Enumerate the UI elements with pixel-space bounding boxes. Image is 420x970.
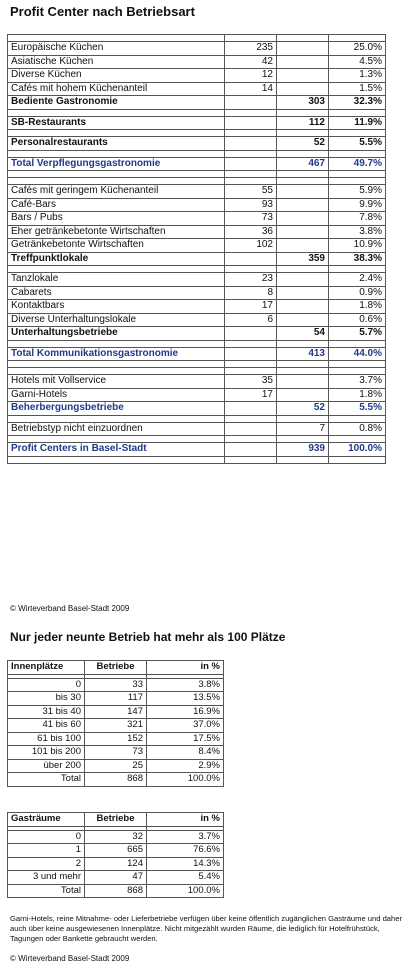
row-count: [225, 361, 277, 368]
row-percent: 7.8%: [329, 212, 386, 226]
row-percent: 10.9%: [329, 239, 386, 253]
row-count: [225, 456, 277, 463]
row-percent: 4.5%: [329, 55, 386, 69]
row-subtotal: 359: [277, 252, 329, 266]
row-percent: [329, 456, 386, 463]
row-count: 12: [225, 69, 277, 83]
row-count: 102: [225, 239, 277, 253]
row-count: 6: [225, 313, 277, 327]
section-title: Nur jeder neunte Betrieb hat mehr als 100 Plätze: [10, 630, 286, 644]
table-row: [8, 443, 386, 457]
gastraeume-table: [7, 812, 224, 898]
spacer-row: [8, 368, 386, 375]
row-label: Beherbergungsbetriebe: [8, 402, 225, 416]
row-count: [225, 436, 277, 443]
row-percent: 0.8%: [329, 422, 386, 436]
table-cell: 0: [8, 830, 85, 844]
row-label: [8, 361, 225, 368]
row-subtotal: [277, 150, 329, 157]
table-cell: bis 30: [8, 692, 85, 706]
row-subtotal: [277, 361, 329, 368]
header-row: [8, 661, 224, 675]
spacer-row: [8, 35, 386, 42]
row-label: Profit Centers in Basel-Stadt: [8, 443, 225, 457]
table-cell: 31 bis 40: [8, 705, 85, 719]
table-cell: 3 und mehr: [8, 871, 85, 885]
row-label: Cafés mit geringem Küchenanteil: [8, 185, 225, 199]
row-percent: 3.8%: [329, 225, 386, 239]
table-cell: 124: [85, 857, 147, 871]
spacer-row: [8, 361, 386, 368]
table-cell: 1: [8, 844, 85, 858]
row-percent: 44.0%: [329, 347, 386, 361]
row-count: [225, 266, 277, 273]
table-row: [8, 732, 224, 746]
table-cell: 5.4%: [147, 871, 224, 885]
table-row: [8, 830, 224, 844]
row-percent: 32.3%: [329, 96, 386, 110]
table-row: [8, 82, 386, 96]
row-percent: [329, 266, 386, 273]
row-subtotal: [277, 212, 329, 226]
row-count: [225, 327, 277, 341]
table-cell: 16.9%: [147, 705, 224, 719]
innenplaetze-table: [7, 660, 224, 787]
table-row: [8, 212, 386, 226]
table-row: [8, 327, 386, 341]
row-subtotal: 413: [277, 347, 329, 361]
row-count: [225, 171, 277, 178]
table-row: [8, 116, 386, 130]
row-subtotal: [277, 436, 329, 443]
row-count: [225, 35, 277, 42]
row-percent: 3.7%: [329, 375, 386, 389]
table-row: [8, 692, 224, 706]
table-cell: 100.0%: [147, 773, 224, 787]
row-count: [225, 96, 277, 110]
spacer-row: [8, 130, 386, 137]
row-subtotal: 54: [277, 327, 329, 341]
spacer-row: [8, 456, 386, 463]
row-subtotal: 112: [277, 116, 329, 130]
row-percent: 25.0%: [329, 42, 386, 56]
row-label: Cafés mit hohem Küchenanteil: [8, 82, 225, 96]
row-subtotal: [277, 225, 329, 239]
row-label: Café-Bars: [8, 198, 225, 212]
spacer-row: [8, 340, 386, 347]
table-cell: 47: [85, 871, 147, 885]
table-row: [8, 375, 386, 389]
row-label: [8, 109, 225, 116]
table-row: [8, 239, 386, 253]
row-label: [8, 178, 225, 185]
row-percent: [329, 368, 386, 375]
column-header: in %: [147, 661, 224, 675]
row-label: Hotels mit Vollservice: [8, 375, 225, 389]
row-label: Unterhaltungsbetriebe: [8, 327, 225, 341]
table-cell: 3.7%: [147, 830, 224, 844]
column-header: in %: [147, 813, 224, 827]
table-cell: 100.0%: [147, 884, 224, 898]
row-label: Eher getränkebetonte Wirtschaften: [8, 225, 225, 239]
table-cell: Total: [8, 773, 85, 787]
spacer-row: [8, 150, 386, 157]
row-subtotal: [277, 266, 329, 273]
table-cell: 61 bis 100: [8, 732, 85, 746]
row-subtotal: [277, 69, 329, 83]
row-subtotal: 52: [277, 137, 329, 151]
row-label: Tanzlokale: [8, 273, 225, 287]
copyright-1: © Wirteverband Basel-Stadt 2009: [10, 604, 130, 613]
table-cell: Total: [8, 884, 85, 898]
table-row: [8, 773, 224, 787]
table-cell: 321: [85, 719, 147, 733]
row-count: [225, 422, 277, 436]
row-count: 17: [225, 388, 277, 402]
table-row: [8, 388, 386, 402]
row-subtotal: [277, 273, 329, 287]
row-subtotal: [277, 35, 329, 42]
table-cell: 868: [85, 884, 147, 898]
table-cell: über 200: [8, 759, 85, 773]
row-percent: 0.6%: [329, 313, 386, 327]
row-percent: [329, 415, 386, 422]
table-row: [8, 185, 386, 199]
row-label: Garni-Hotels: [8, 388, 225, 402]
table-row: [8, 844, 224, 858]
row-subtotal: [277, 178, 329, 185]
column-header: Innenplätze: [8, 661, 85, 675]
table-cell: 117: [85, 692, 147, 706]
table-row: [8, 137, 386, 151]
table-cell: 101 bis 200: [8, 746, 85, 760]
row-label: Betriebstyp nicht einzuordnen: [8, 422, 225, 436]
table-row: [8, 871, 224, 885]
table-cell: 76.6%: [147, 844, 224, 858]
row-label: SB-Restaurants: [8, 116, 225, 130]
row-label: Total Verpflegungsgastronomie: [8, 157, 225, 171]
row-percent: [329, 130, 386, 137]
row-percent: 5.9%: [329, 185, 386, 199]
row-subtotal: [277, 185, 329, 199]
row-percent: [329, 178, 386, 185]
row-subtotal: 303: [277, 96, 329, 110]
row-label: [8, 266, 225, 273]
row-percent: 5.7%: [329, 327, 386, 341]
table-cell: 32: [85, 830, 147, 844]
row-percent: [329, 150, 386, 157]
row-subtotal: [277, 130, 329, 137]
row-count: 36: [225, 225, 277, 239]
row-label: [8, 35, 225, 42]
row-count: [225, 368, 277, 375]
row-subtotal: [277, 415, 329, 422]
page-title: Profit Center nach Betriebsart: [10, 4, 195, 19]
row-count: [225, 252, 277, 266]
row-count: [225, 347, 277, 361]
row-count: [225, 402, 277, 416]
row-count: 235: [225, 42, 277, 56]
row-subtotal: [277, 42, 329, 56]
row-percent: 1.8%: [329, 388, 386, 402]
row-percent: [329, 171, 386, 178]
table-row: [8, 402, 386, 416]
table-cell: 41 bis 60: [8, 719, 85, 733]
table-row: [8, 422, 386, 436]
row-label: [8, 130, 225, 137]
spacer-row: [8, 109, 386, 116]
row-percent: 9.9%: [329, 198, 386, 212]
row-percent: 100.0%: [329, 443, 386, 457]
table-cell: 147: [85, 705, 147, 719]
row-subtotal: [277, 368, 329, 375]
row-count: 55: [225, 185, 277, 199]
row-label: [8, 150, 225, 157]
table-row: [8, 69, 386, 83]
row-count: [225, 157, 277, 171]
row-subtotal: [277, 198, 329, 212]
table-cell: 17.5%: [147, 732, 224, 746]
row-percent: 1.5%: [329, 82, 386, 96]
row-label: [8, 340, 225, 347]
row-count: [225, 178, 277, 185]
row-subtotal: [277, 109, 329, 116]
row-subtotal: 467: [277, 157, 329, 171]
row-percent: 49.7%: [329, 157, 386, 171]
table-cell: 8.4%: [147, 746, 224, 760]
table-row: [8, 55, 386, 69]
row-subtotal: [277, 82, 329, 96]
table-cell: 2.9%: [147, 759, 224, 773]
row-count: 35: [225, 375, 277, 389]
table-row: [8, 198, 386, 212]
row-percent: 1.3%: [329, 69, 386, 83]
table-row: [8, 252, 386, 266]
profit-center-table: [7, 34, 386, 464]
row-label: Personalrestaurants: [8, 137, 225, 151]
row-count: [225, 109, 277, 116]
table-row: [8, 719, 224, 733]
copyright-2: © Wirteverband Basel-Stadt 2009: [10, 954, 130, 963]
row-subtotal: [277, 171, 329, 178]
row-count: [225, 340, 277, 347]
row-count: 73: [225, 212, 277, 226]
row-subtotal: [277, 239, 329, 253]
table-cell: 152: [85, 732, 147, 746]
row-label: Europäische Küchen: [8, 42, 225, 56]
row-label: [8, 368, 225, 375]
table-cell: 0: [8, 678, 85, 692]
header-row: [8, 813, 224, 827]
column-header: Betriebe: [85, 661, 147, 675]
row-percent: 38.3%: [329, 252, 386, 266]
table-row: [8, 225, 386, 239]
row-subtotal: [277, 55, 329, 69]
table-row: [8, 273, 386, 287]
table-cell: 868: [85, 773, 147, 787]
spacer-row: [8, 266, 386, 273]
table-cell: 73: [85, 746, 147, 760]
row-label: [8, 456, 225, 463]
row-subtotal: [277, 313, 329, 327]
row-subtotal: 52: [277, 402, 329, 416]
row-percent: 5.5%: [329, 137, 386, 151]
row-subtotal: [277, 300, 329, 314]
row-label: Treffpunktlokale: [8, 252, 225, 266]
table-row: [8, 705, 224, 719]
row-percent: [329, 109, 386, 116]
row-subtotal: [277, 340, 329, 347]
table-cell: 665: [85, 844, 147, 858]
column-header: Gasträume: [8, 813, 85, 827]
spacer-row: [8, 171, 386, 178]
row-count: [225, 130, 277, 137]
row-label: Kontaktbars: [8, 300, 225, 314]
footnote: Garni-Hotels, reine Mitnahme- oder Lieferbetriebe verfügen über keine öffentlich zugänglichen Gasträume und daher auch über keine ausgewiesenen Innenplätze. Nicht mitgezählt wurden Räume, die lediglich für Hotelfrühstück, Tagungen oder Bankette gebraucht werden.: [10, 914, 403, 943]
row-label: Asiatische Küchen: [8, 55, 225, 69]
row-percent: 1.8%: [329, 300, 386, 314]
row-percent: 11.9%: [329, 116, 386, 130]
row-count: 93: [225, 198, 277, 212]
table-cell: 3.8%: [147, 678, 224, 692]
spacer-row: [8, 415, 386, 422]
table-row: [8, 759, 224, 773]
spacer-row: [8, 436, 386, 443]
row-count: [225, 137, 277, 151]
row-label: Diverse Küchen: [8, 69, 225, 83]
row-subtotal: [277, 388, 329, 402]
row-label: [8, 171, 225, 178]
row-percent: [329, 361, 386, 368]
table-row: [8, 300, 386, 314]
row-count: [225, 150, 277, 157]
table-row: [8, 96, 386, 110]
row-count: 17: [225, 300, 277, 314]
row-label: Bediente Gastronomie: [8, 96, 225, 110]
row-subtotal: [277, 375, 329, 389]
table-cell: 14.3%: [147, 857, 224, 871]
table-row: [8, 884, 224, 898]
row-count: 23: [225, 273, 277, 287]
table-row: [8, 746, 224, 760]
row-count: 42: [225, 55, 277, 69]
table-row: [8, 347, 386, 361]
row-count: [225, 116, 277, 130]
row-label: Total Kommunikationsgastronomie: [8, 347, 225, 361]
table-row: [8, 313, 386, 327]
row-subtotal: 7: [277, 422, 329, 436]
row-percent: 2.4%: [329, 273, 386, 287]
row-subtotal: [277, 456, 329, 463]
table-row: [8, 286, 386, 300]
spacer-row: [8, 178, 386, 185]
row-label: [8, 415, 225, 422]
row-subtotal: [277, 286, 329, 300]
row-count: 8: [225, 286, 277, 300]
table-cell: 37.0%: [147, 719, 224, 733]
table-row: [8, 42, 386, 56]
table-cell: 13.5%: [147, 692, 224, 706]
column-header: Betriebe: [85, 813, 147, 827]
table-row: [8, 678, 224, 692]
row-percent: 0.9%: [329, 286, 386, 300]
row-label: [8, 436, 225, 443]
row-label: Bars / Pubs: [8, 212, 225, 226]
table-row: [8, 857, 224, 871]
row-count: [225, 415, 277, 422]
row-label: Cabarets: [8, 286, 225, 300]
row-label: Diverse Unterhaltungslokale: [8, 313, 225, 327]
table-cell: 33: [85, 678, 147, 692]
table-row: [8, 157, 386, 171]
row-percent: [329, 436, 386, 443]
row-subtotal: 939: [277, 443, 329, 457]
row-percent: [329, 340, 386, 347]
row-count: [225, 443, 277, 457]
table-cell: 2: [8, 857, 85, 871]
row-percent: [329, 35, 386, 42]
row-count: 14: [225, 82, 277, 96]
table-cell: 25: [85, 759, 147, 773]
row-percent: 5.5%: [329, 402, 386, 416]
row-label: Getränkebetonte Wirtschaften: [8, 239, 225, 253]
